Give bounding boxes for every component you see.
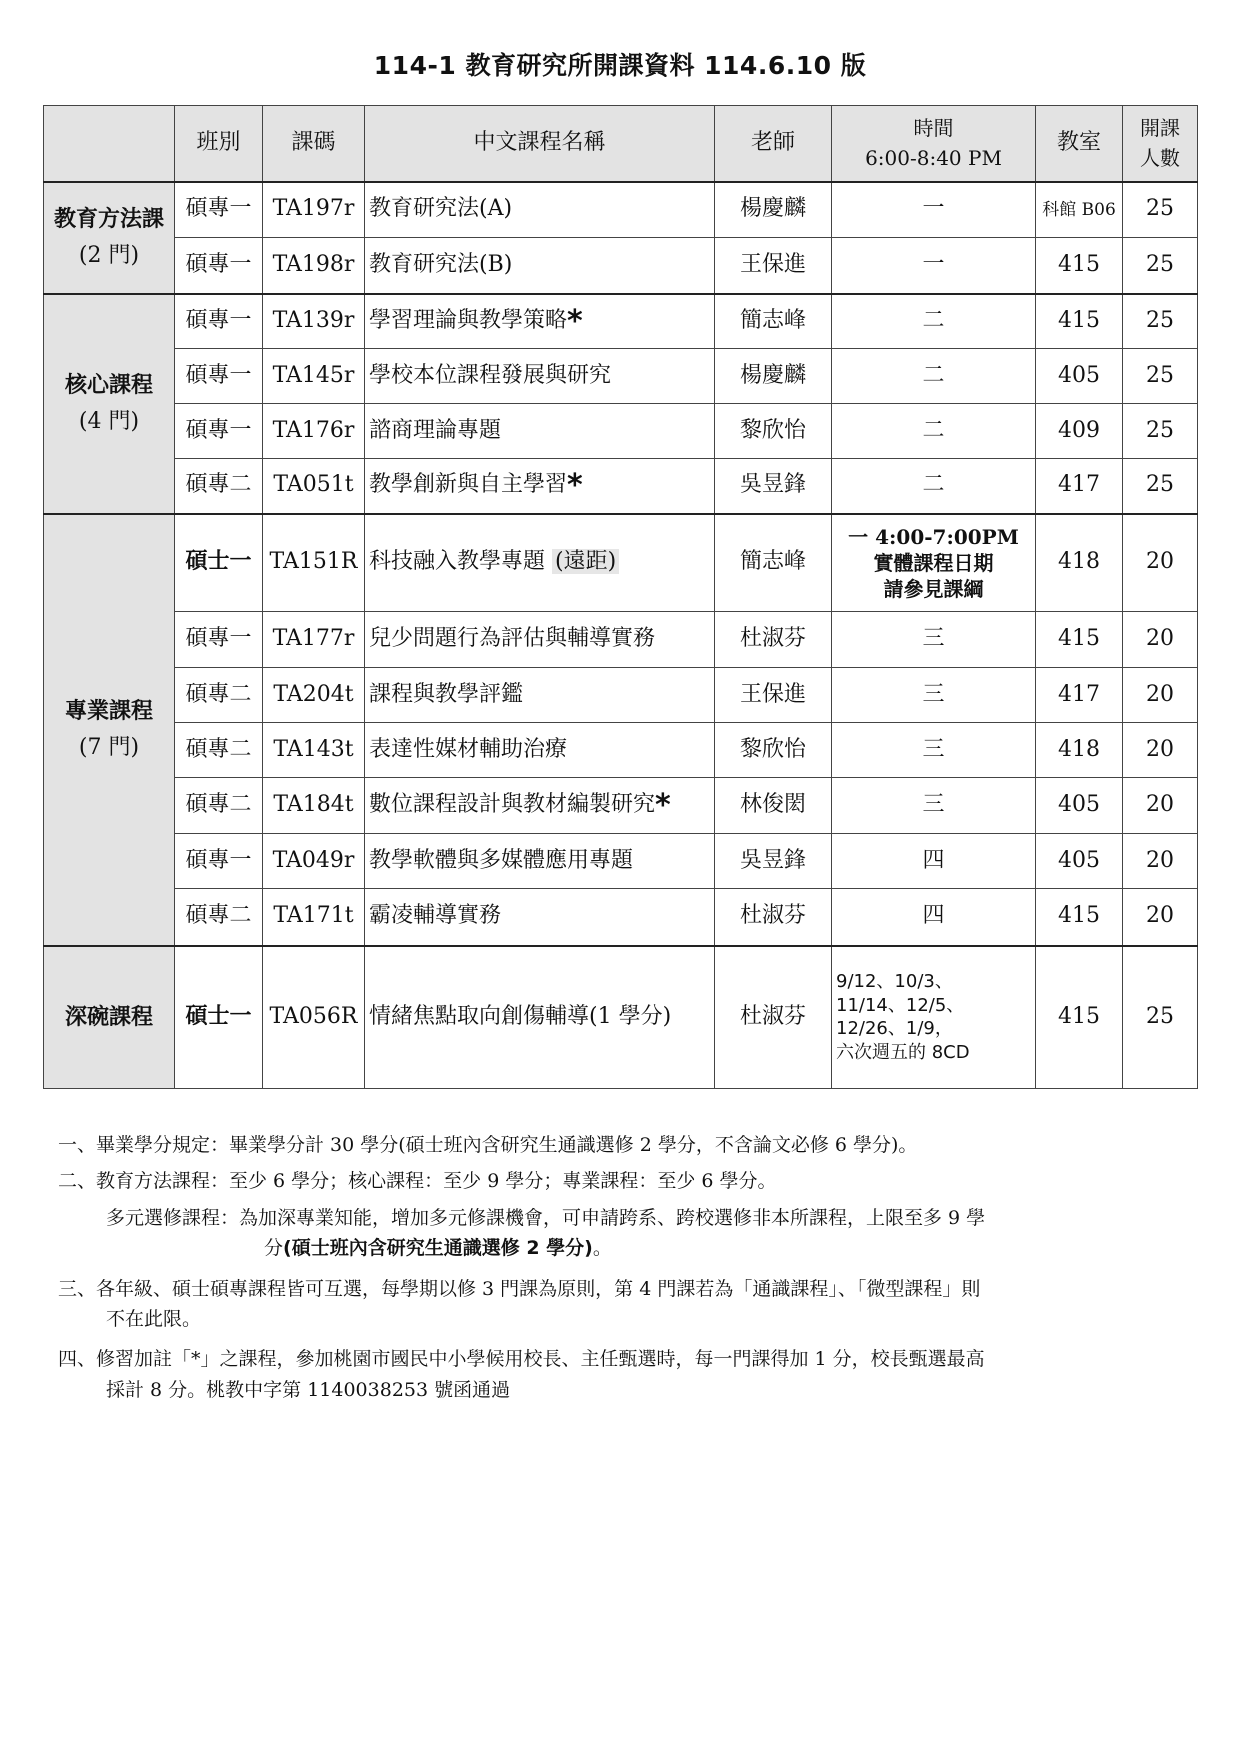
cell-class: 碩專一 [175,612,263,668]
cell-class: 碩專一 [175,404,263,459]
cell-name: 情緒焦點取向創傷輔導(1 學分) [365,946,715,1089]
table-row [44,946,1198,1089]
cell-teacher: 杜淑芬 [715,889,832,946]
cell-time: 二 [832,459,1036,514]
category-name: 深碗課程 [64,1004,153,1030]
cell-class: 碩專二 [175,889,263,946]
cell-name: 霸凌輔導實務 [365,889,715,946]
cell-name: 課程與教學評鑑 [365,668,715,723]
cell-time: 三 [832,778,1036,834]
note-text: 分 [264,1237,284,1260]
cell-room: 405 [1036,834,1123,889]
note-3 [58,1274,1188,1335]
cell-name [365,778,715,834]
table-row [44,404,1198,459]
cell-room: 415 [1036,889,1123,946]
cell-name: 兒少問題行為評估與輔導實務 [365,612,715,668]
category-count: (7 門) [78,734,140,760]
header-name: 中文課程名稱 [365,106,715,182]
cell-class: 碩士一 [175,946,263,1089]
note-2-elective-line2 [58,1233,1188,1263]
cell-class: 碩專二 [175,459,263,514]
header-code: 課碼 [263,106,365,182]
cell-code: TA198r [263,238,365,294]
cell-teacher: 林俊閎 [715,778,832,834]
cell-cap: 25 [1123,404,1198,459]
category-core [44,294,175,514]
table-row [44,182,1198,238]
page-title: 114-1 教育研究所開課資料 114.6.10 版 [373,51,867,80]
cell-cap: 20 [1123,612,1198,668]
cell-time: 三 [832,612,1036,668]
cell-cap: 20 [1123,723,1198,778]
cell-code: TA171t [263,889,365,946]
cell-time: 四 [832,834,1036,889]
cell-cap: 20 [1123,778,1198,834]
cell-teacher: 杜淑芬 [715,612,832,668]
course-name: 教學創新與自主學習 [369,472,568,498]
table-row [44,778,1198,834]
cell-cap: 25 [1123,294,1198,349]
cell-code: TA145r [263,349,365,404]
cell-time: 一 [832,182,1036,238]
table-row [44,459,1198,514]
cell-name: 學校本位課程發展與研究 [365,349,715,404]
cell-name: 教育研究法(A) [365,182,715,238]
course-name: 數位課程設計與教材編製研究 [369,792,656,818]
cell-time: 二 [832,404,1036,459]
table-row [44,834,1198,889]
cell-room: 415 [1036,238,1123,294]
cell-code: TA176r [263,404,365,459]
header-time [832,106,1036,182]
time-line: 一 4:00-7:00PM [848,524,1019,549]
cell-teacher: 杜淑芬 [715,946,832,1089]
cell-cap: 20 [1123,834,1198,889]
note-4-line2: 採計 8 分。桃教中字第 1140038253 號函通過 [106,1378,511,1401]
header-class: 班別 [175,106,263,182]
cell-class: 碩專一 [175,834,263,889]
header-cap-line1: 開課 [1140,116,1180,141]
category-prof [44,514,175,946]
table-row [44,723,1198,778]
cell-class: 碩專一 [175,182,263,238]
cell-room: 405 [1036,349,1123,404]
cell-name: 教學軟體與多媒體應用專題 [365,834,715,889]
header-cap-line2: 人數 [1140,146,1180,171]
cell-class: 碩專二 [175,778,263,834]
cell-time [832,946,1036,1089]
table-row [44,238,1198,294]
note-text: 。 [592,1237,612,1260]
cell-teacher: 王保進 [715,238,832,294]
date-line: 六次週五的 8CD [836,1041,970,1063]
cell-cap: 25 [1123,946,1198,1089]
cell-room: 415 [1036,946,1123,1089]
cell-code: TA177r [263,612,365,668]
notes-section [58,1130,1188,1411]
cell-class: 碩專一 [175,349,263,404]
cell-teacher: 黎欣怡 [715,404,832,459]
cell-time: 二 [832,294,1036,349]
cell-code: TA139r [263,294,365,349]
cell-teacher: 簡志峰 [715,294,832,349]
star-mark: * [567,303,583,339]
cell-code: TA184t [263,778,365,834]
category-count: (2 門) [78,242,140,268]
note-2-elective [58,1203,1188,1264]
note-2-elective-line1: 多元選修課程：為加深專業知能，增加多元修課機會，可申請跨系、跨校選修非本所課程，上限至多 9 學 [106,1206,986,1229]
note-3-line1: 三、各年級、碩士碩專課程皆可互選，每學期以修 3 門課為原則，第 4 門課若為「通識課程」、「微型課程」則 [58,1277,981,1300]
cell-time: 三 [832,723,1036,778]
cell-cap: 20 [1123,668,1198,723]
cell-teacher: 王保進 [715,668,832,723]
star-mark: * [655,788,671,824]
cell-cap: 25 [1123,182,1198,238]
header-time-line2: 6:00-8:40 PM [865,146,1002,171]
table-row [44,349,1198,404]
star-mark: * [567,468,583,504]
table-row [44,294,1198,349]
cell-name [365,294,715,349]
cell-teacher: 簡志峰 [715,514,832,612]
cell-room: 417 [1036,668,1123,723]
cell-time: 一 [832,238,1036,294]
cell-teacher: 吳昱鋒 [715,459,832,514]
cell-code: TA051t [263,459,365,514]
note-bold-text: (碩士班內含研究生通識選修 2 學分) [283,1237,593,1260]
note-2: 二、教育方法課程：至少 6 學分；核心課程：至少 9 學分；專業課程：至少 6 學分。 [58,1170,777,1193]
cell-room: 417 [1036,459,1123,514]
header-time-line1: 時間 [913,116,954,141]
cell-time: 四 [832,889,1036,946]
cell-code: TA197r [263,182,365,238]
header-room: 教室 [1036,106,1123,182]
cell-room: 405 [1036,778,1123,834]
category-name: 核心課程 [64,373,153,399]
header-cap [1123,106,1198,182]
cell-room: 415 [1036,612,1123,668]
cell-teacher: 吳昱鋒 [715,834,832,889]
date-line: 11/14、12/5、 [836,994,965,1016]
date-line: 9/12、10/3、 [836,971,953,993]
time-line: 請參見課綱 [883,576,984,601]
cell-room: 科館 B06 [1036,182,1123,238]
table-row [44,889,1198,946]
cell-class: 碩專二 [175,723,263,778]
cell-room: 409 [1036,404,1123,459]
time-line: 實體課程日期 [873,550,994,575]
cell-class: 碩士一 [175,514,263,612]
header-teacher: 老師 [715,106,832,182]
cell-code: TA049r [263,834,365,889]
cell-cap: 25 [1123,349,1198,404]
category-deep [44,946,175,1089]
cell-code: TA204t [263,668,365,723]
cell-time [832,514,1036,612]
date-line: 12/26、1/9， [836,1018,953,1040]
cell-class: 碩專一 [175,238,263,294]
course-table [43,105,1198,1089]
cell-name: 諮商理論專題 [365,404,715,459]
course-name: 科技融入教學專題 [369,549,546,575]
cell-name [365,514,715,612]
note-4 [58,1344,1188,1405]
cell-name: 教育研究法(B) [365,238,715,294]
table-row [44,514,1198,612]
cell-class: 碩專一 [175,294,263,349]
header-blank [44,106,175,182]
category-count: (4 門) [78,408,140,434]
cell-teacher: 楊慶麟 [715,349,832,404]
cell-room: 418 [1036,723,1123,778]
cell-cap: 20 [1123,889,1198,946]
category-name: 教育方法課 [53,207,164,233]
cell-time: 二 [832,349,1036,404]
course-name: 學習理論與教學策略 [369,307,568,333]
cell-code: TA151R [263,514,365,612]
cell-cap: 25 [1123,238,1198,294]
table-row [44,612,1198,668]
header-row [44,106,1198,182]
cell-cap: 25 [1123,459,1198,514]
cell-class: 碩專二 [175,668,263,723]
cell-code: TA143t [263,723,365,778]
note-4-line1: 四、修習加註「*」之課程，參加桃園市國民中小學候用校長、主任甄選時，每一門課得加 1 分，校長甄選最高 [58,1348,985,1371]
cell-teacher: 黎欣怡 [715,723,832,778]
cell-room: 418 [1036,514,1123,612]
cell-code: TA056R [263,946,365,1089]
cell-cap: 20 [1123,514,1198,612]
cell-room: 415 [1036,294,1123,349]
cell-name [365,459,715,514]
note-3-line2: 不在此限。 [106,1307,202,1330]
note-1: 一、畢業學分規定：畢業學分計 30 學分(碩士班內含研究生通識選修 2 學分，不含論文必修 6 學分)。 [58,1134,918,1156]
remote-badge: (遠距) [552,549,619,574]
cell-teacher: 楊慶麟 [715,182,832,238]
category-method [44,182,175,294]
cell-name: 表達性媒材輔助治療 [365,723,715,778]
cell-time: 三 [832,668,1036,723]
table-row [44,668,1198,723]
category-name: 專業課程 [64,699,153,725]
